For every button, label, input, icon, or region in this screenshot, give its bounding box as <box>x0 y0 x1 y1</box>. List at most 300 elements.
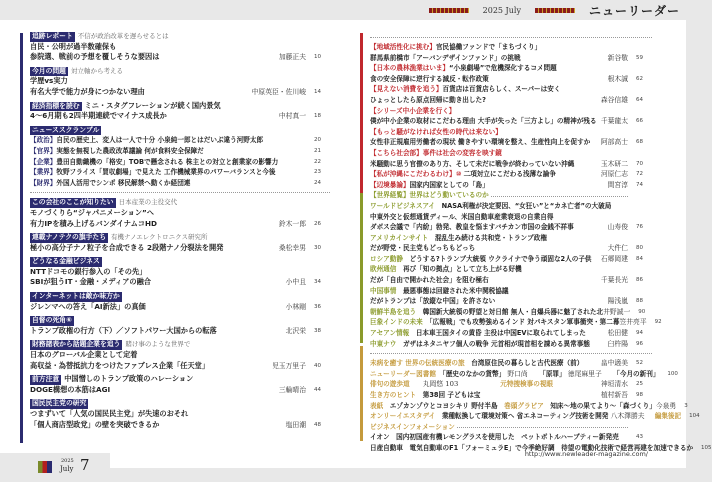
page-ref: 59 <box>636 54 643 61</box>
page-ref <box>636 42 652 53</box>
entry-text: 日本のグローバル企業として定着 <box>30 350 138 360</box>
page-ref: 3 <box>684 402 688 409</box>
author: 小林剛 <box>285 302 306 311</box>
entry-title <box>370 317 619 328</box>
page-ref: 84 <box>636 255 643 262</box>
toc-entry[interactable] <box>370 275 652 286</box>
entry-text: DOGE構想の本筋はAGI <box>30 384 111 394</box>
page-ref: 21 <box>314 147 321 154</box>
entry-title <box>370 339 608 350</box>
author: 北沢栄 <box>285 326 306 335</box>
news-category: 【官界】 <box>30 146 57 155</box>
article-block <box>30 256 330 288</box>
page-header <box>0 0 686 20</box>
toc-entry[interactable] <box>370 422 652 433</box>
toc-entry[interactable] <box>370 63 652 74</box>
entry-title <box>30 146 306 157</box>
entry-part: ダボス会議で「内紛」勃発、教皇を悩ますバチカン市国の金銭不祥事 <box>370 223 574 232</box>
article-block <box>30 339 330 371</box>
page-ref: 90 <box>638 308 646 315</box>
author: 千葉長光 <box>600 276 628 285</box>
block-header <box>30 339 330 350</box>
entry-part: 二項対立にこだわる浅薄な論争 <box>461 170 556 179</box>
block-header <box>30 101 330 112</box>
page-ref: 86 <box>636 277 643 284</box>
entry-part: 日産自動車 電気自動車のF1「フォーミュラE」で今季絶好調 待望の電動化技術で経営再建を加速できるか <box>370 443 694 452</box>
page-ref: 20 <box>314 137 321 144</box>
entry-title <box>30 350 306 361</box>
page-ref <box>636 148 652 159</box>
entry-text: 参院選、戦前の予想を覆しそうな要因は <box>30 52 160 62</box>
page-ref <box>314 42 330 53</box>
toc-entry[interactable] <box>370 358 652 369</box>
toc-entry[interactable] <box>370 243 652 254</box>
left-contents <box>30 31 330 433</box>
author: 鈴木一郎 <box>278 219 306 228</box>
entry-part: 官民協働ファンドで「まちづくり」 <box>435 43 542 51</box>
block-header <box>30 291 330 302</box>
entry-text: NTTドコモの銀行参入の「その先」 <box>30 266 147 276</box>
page-ref: 24 <box>314 179 321 186</box>
toc-entry[interactable] <box>30 420 330 431</box>
page-ref: 26 <box>314 220 321 227</box>
toc-entry[interactable] <box>30 111 330 122</box>
entry-part: 【見えない消費を追う】 <box>370 85 443 94</box>
entry-title <box>370 159 601 170</box>
entry-part: 巨象インドの未来 <box>370 318 430 327</box>
entry-title <box>370 84 628 95</box>
author: 石郷岡建 <box>600 254 628 263</box>
entry-title <box>370 106 628 117</box>
entry-part: 日本車王国タイの黄昏 主役は中国EVに取られてしまった <box>415 329 586 338</box>
entry-title <box>370 212 628 223</box>
website-url[interactable]: http://www.newleader-magazine.com/ <box>524 450 648 458</box>
block-header <box>30 232 330 243</box>
entry-title <box>370 243 608 254</box>
entry-part: ワールドビジネスアイ <box>370 201 442 210</box>
entry-title <box>30 277 286 288</box>
gold-section-bar <box>360 346 363 441</box>
toc-entry[interactable] <box>370 264 652 275</box>
entry-title <box>30 111 279 122</box>
page-ref <box>636 422 652 433</box>
author: 塩田潮 <box>285 420 306 429</box>
entry-text: 極小の高分子ナノ粒子を合成できる 2段階ナノ分裂法を開発 <box>30 242 224 252</box>
entry-part: 食の安全保障に逆行する減反・転作政策 <box>370 74 489 83</box>
page-ref: 74 <box>636 181 643 188</box>
olive-section-bar <box>360 193 363 343</box>
footer-year: 2025 <box>61 458 74 464</box>
page-ref: 34 <box>314 279 321 286</box>
author: 新谷敬 <box>607 53 628 62</box>
section-subtitle: ミニ・スタグフレーションが続く国内景気 <box>84 100 221 110</box>
toc-entry[interactable] <box>370 369 678 380</box>
toc-entry[interactable] <box>370 296 652 307</box>
toc-entry[interactable] <box>370 137 652 148</box>
toc-entry[interactable] <box>370 307 652 318</box>
toc-entry[interactable] <box>30 385 330 396</box>
toc-entry[interactable] <box>30 157 330 168</box>
toc-entry[interactable] <box>30 52 330 63</box>
entry-title <box>30 52 279 63</box>
entry-part: 「歴史のなかの貨幣」 <box>442 369 506 378</box>
toc-entry[interactable] <box>370 233 652 244</box>
entry-part: 元特捜検事の視眼 <box>500 380 554 389</box>
toc-entry[interactable] <box>30 208 330 219</box>
entry-text: 学歴vs実力 <box>30 76 68 86</box>
entry-text: ジレンマへの答え「AI新法」の真価 <box>30 301 146 311</box>
toc-entry[interactable] <box>370 432 652 443</box>
entry-part: だが野党・民主党もどっちもどっち <box>370 244 476 253</box>
toc-entry[interactable] <box>370 401 688 412</box>
page-ref: 72 <box>636 171 643 178</box>
toc-entry[interactable] <box>30 409 330 420</box>
entry-part: 八木澤勝夫 <box>610 412 647 421</box>
entry-title <box>30 243 279 254</box>
article-block <box>30 66 330 98</box>
author: 小中且 <box>285 278 306 287</box>
news-category: 【企業】 <box>30 157 57 166</box>
entry-title <box>30 219 279 230</box>
entry-title <box>370 254 601 265</box>
toc-entry[interactable] <box>370 379 652 390</box>
entry-part: 中東外交と仮想通貨ディール、米国自動車産業衰退の自業自得 <box>370 212 554 221</box>
entry-title <box>370 328 608 339</box>
entry-title <box>30 302 286 313</box>
block-header <box>30 197 330 208</box>
decorative-stripe <box>535 8 575 13</box>
page-ref: 48 <box>314 421 321 428</box>
entry-title <box>30 409 306 420</box>
dotted-leader <box>491 190 628 197</box>
entry-title <box>30 157 306 168</box>
section-tag: 前方注意 <box>32 375 60 384</box>
author: 陽浅嵐 <box>607 297 628 306</box>
toc-entry[interactable] <box>370 180 652 191</box>
entry-title <box>370 180 608 191</box>
toc-entry[interactable] <box>370 201 652 212</box>
entry-title <box>370 116 601 127</box>
author: 桑松幸男 <box>278 243 306 252</box>
entry-part: 百貨店は百貨店らしく、スーパーは安く <box>442 85 561 94</box>
page-ref: 38 <box>314 327 321 334</box>
right-contents <box>370 33 712 454</box>
toc-entry[interactable] <box>370 42 652 53</box>
entry-part: ひょっとしたら原点回帰に動き出した? <box>370 95 486 104</box>
entry-text: SBIが狙うIT・金融・メディアの融合 <box>30 277 151 287</box>
entry-part: 俳句の遊歩道 <box>370 380 423 389</box>
toc-entry[interactable] <box>30 350 330 361</box>
page-ref <box>636 127 652 138</box>
entry-text: 豊田自動織機の「格安」TOBで懸念される 株主との対立と創業家の影響力 <box>56 157 279 166</box>
entry-part: 編集後記 <box>654 412 682 421</box>
page-ref: 68 <box>636 139 643 146</box>
decorative-stripe <box>429 8 469 13</box>
article-block <box>30 125 330 189</box>
section-tag: 自督の死角⑥ <box>32 316 72 325</box>
article-block <box>30 374 330 395</box>
toc-entry[interactable] <box>370 190 652 201</box>
block-header <box>30 374 330 385</box>
page-ref <box>636 190 652 201</box>
entry-text: 有名大学で能力が身につかない理由 <box>30 86 145 96</box>
toc-entry[interactable] <box>370 148 652 159</box>
section-tag: この会社のここが知りたい <box>32 198 114 207</box>
toc-entry[interactable] <box>370 286 652 297</box>
entry-title <box>370 422 628 433</box>
toc-entry[interactable] <box>30 302 330 313</box>
entry-title <box>370 307 603 318</box>
entry-part: 再び「知の拠点」として立ち上がる好機 <box>402 265 522 274</box>
author: 児玉万里子 <box>272 361 306 370</box>
entry-title <box>370 233 628 244</box>
page-ref: 70 <box>636 160 643 167</box>
entry-part: 未病を癒す 世界の伝統医療の旅 <box>370 359 472 368</box>
author: 中村真一 <box>278 112 306 121</box>
entry-title <box>30 42 306 53</box>
entry-text: モノづくりら“ジャパニメーション”へ <box>30 207 154 217</box>
page-ref: 18 <box>314 113 321 120</box>
entry-text: 「個人商店型政党」の壁を突破できるか <box>30 419 160 429</box>
toc-entry[interactable] <box>370 84 652 95</box>
section-tag: ニューススクランブル <box>32 125 100 134</box>
page-ref <box>636 63 652 74</box>
author: 森谷信雄 <box>600 95 628 104</box>
author: 臼杵陽 <box>607 339 628 348</box>
entry-part: 【私が沖縄にこだわるわけ】⑩ <box>370 170 462 179</box>
toc-entry[interactable] <box>370 106 652 117</box>
toc-entry[interactable] <box>30 167 330 178</box>
block-header <box>30 125 330 136</box>
entry-title <box>370 169 601 180</box>
page-ref: 92 <box>654 319 662 326</box>
entry-title <box>30 385 279 396</box>
entry-part: NASA利権が決定要因、“女狂い”と“カネ亡者”の大破局 <box>441 201 612 210</box>
divider <box>30 192 330 193</box>
entry-title <box>370 148 628 159</box>
entry-title <box>30 326 286 337</box>
toc-entry[interactable] <box>30 135 330 146</box>
entry-part: どうする?トランプ大統領 ウクライナで争う頑固な2人の子供 <box>409 254 592 263</box>
entry-part: 「広報戦」でも攻勢強めるインド 対パキスタン軍事衝突・第二幕 <box>429 318 620 327</box>
toc-entry[interactable] <box>30 146 330 157</box>
entry-part: 業種転換して環境対策へ 省エネコーティング技術を開発 <box>441 412 611 421</box>
toc-entry[interactable] <box>30 361 330 372</box>
entry-part: だがトランプは「放縦な中国」を許さない <box>370 297 496 306</box>
color-mark <box>38 461 52 473</box>
article-block <box>30 197 330 229</box>
entry-text: トランプ政権の行方（下）／ソフトパワー大国からの転落 <box>30 325 217 335</box>
author: 千葉龍太 <box>600 117 628 126</box>
section-tag: インターネットは敵か味方か <box>32 292 120 301</box>
toc-entry[interactable] <box>370 411 700 422</box>
issue-date: 2025 July <box>482 5 521 15</box>
entry-part: イオン 国内初国産有機レモングラスを使用した ペットボトルハーブティー新発売 <box>370 433 619 442</box>
block-header <box>30 256 330 267</box>
navy-section-bar <box>20 33 23 443</box>
entry-part: アメリカインサイト <box>370 233 435 242</box>
block-header <box>30 315 330 326</box>
page-ref: 23 <box>314 169 321 176</box>
toc-entry[interactable] <box>370 95 652 106</box>
section-tag: 連載ナノテクの旗手たち <box>32 233 107 242</box>
entry-title <box>370 127 628 138</box>
entry-part: 生き方のヒント <box>370 391 423 399</box>
toc-entry[interactable] <box>30 243 330 254</box>
entry-title <box>30 178 306 189</box>
entry-part: アセアン情報 <box>370 329 416 338</box>
entry-title <box>370 390 601 401</box>
author: 阿部高士 <box>600 138 628 147</box>
entry-part: 【世界経覧】世界はどう動いているのか <box>370 191 489 200</box>
toc-entry[interactable] <box>30 267 330 278</box>
page-ref: 22 <box>314 158 321 165</box>
toc-entry[interactable] <box>30 42 330 53</box>
footer-band <box>0 453 110 482</box>
page-ref: 25 <box>636 381 643 388</box>
toc-entry[interactable] <box>30 178 330 189</box>
footer-month: July <box>60 465 74 473</box>
toc-entry[interactable] <box>30 219 330 230</box>
page-ref: 14 <box>314 88 321 95</box>
article-block <box>30 291 330 312</box>
section-subtitle: 有機ナノエレクトロニクス研究所 <box>111 233 208 242</box>
article-block <box>30 315 330 336</box>
toc-entry[interactable] <box>370 159 652 170</box>
entry-title <box>370 275 601 286</box>
toc-entry[interactable] <box>370 53 652 64</box>
page-ref <box>314 409 330 420</box>
page-ref <box>314 267 330 278</box>
entry-text: 牧野フライス「買収劇場」で見えた 工作機械業界のパワーバランスと今後 <box>56 168 276 177</box>
entry-title <box>370 369 659 380</box>
entry-text: 自民の歴史上、変人は一人で十分 小泉純一郎とはだいぶ違う河野太郎 <box>56 136 264 145</box>
entry-title <box>370 63 628 74</box>
entry-text: 外国人活用でシンポ 移民解禁へ動くか経団連 <box>56 178 191 187</box>
page-ref: 66 <box>636 118 643 125</box>
page-ref <box>314 208 330 219</box>
author: 山寿俊 <box>607 223 628 232</box>
toc-entry[interactable] <box>370 254 652 265</box>
entry-part: 台湾原住民の暮らしと古代医療（前） <box>471 359 584 368</box>
entry-part: 中東ナウ <box>370 339 403 348</box>
section-tag: 財務諸表から話題企業を追う <box>32 340 121 349</box>
entry-title <box>370 222 608 233</box>
entry-title <box>30 76 306 87</box>
block-header <box>30 398 330 409</box>
toc-entry[interactable] <box>370 328 652 339</box>
entry-title <box>370 201 628 212</box>
entry-part: ニューリーダー図書館 <box>370 369 443 378</box>
author: 井野誠一 <box>603 307 631 316</box>
toc-entry[interactable] <box>370 116 652 127</box>
entry-part: エゾカンゾウとコヨシキリ 野付半島 <box>389 401 505 410</box>
entry-title <box>370 95 601 106</box>
page-ref: 36 <box>314 303 321 310</box>
toc-entry[interactable] <box>370 212 652 223</box>
section-tag: 追跡レポート <box>32 32 73 40</box>
page-ref: 96 <box>636 340 643 347</box>
entry-title <box>370 190 628 201</box>
entry-part: 女性非正規雇用労働者の現状 働きやすい環境を整え、生産性向上を促すか <box>370 138 591 147</box>
toc-entry[interactable] <box>30 277 330 288</box>
entry-title <box>370 264 628 275</box>
author: 大件仁 <box>607 244 628 253</box>
entry-part: 国家内国家としての「島」 <box>409 180 489 189</box>
entry-part: 僕が中小企業の取材にこだわる理由 大手が失った「三方よし」の精神が残る <box>370 117 597 126</box>
author: 河原仁志 <box>600 170 628 179</box>
section-tag: 国民民主党の研究 <box>32 399 87 408</box>
page-ref <box>314 350 330 361</box>
entry-part: 表紙 <box>370 401 390 410</box>
section-subtitle: 中国憎しのトランプ政策のハレーション <box>64 374 194 384</box>
toc-entry[interactable] <box>370 169 652 180</box>
section-subtitle: 日本産業の主役交代 <box>118 198 178 207</box>
entry-part: 朝鮮半島を追う <box>370 307 423 316</box>
author: 中原英臣・佐川峻 <box>251 87 306 96</box>
entry-title <box>370 286 628 297</box>
toc-entry[interactable] <box>370 74 652 85</box>
page-ref: 88 <box>636 298 643 305</box>
page-ref: 30 <box>314 244 321 251</box>
toc-entry[interactable] <box>370 127 652 138</box>
entry-part: 韓国新大統領の野望と対日館 無人・自爆兵器に魅了された北 <box>422 307 604 316</box>
entry-title <box>370 401 656 412</box>
entry-part: “小泉劇場”で危機深化するコメ問題 <box>449 64 557 73</box>
block-header <box>30 31 330 42</box>
entry-title <box>370 137 601 148</box>
entry-part: 欧州通信 <box>370 265 403 274</box>
red-section-bar <box>360 33 363 193</box>
toc-entry[interactable] <box>370 317 662 328</box>
entry-part: 徳尾麻里子 <box>565 369 609 378</box>
news-category: 【財界】 <box>30 178 57 187</box>
page-ref: 40 <box>314 362 321 369</box>
entry-text: 自民・公明が過半数確保も <box>30 41 117 51</box>
author: 畠中適美 <box>600 359 628 368</box>
page-ref: 105 <box>701 444 712 451</box>
toc-entry[interactable] <box>370 390 652 401</box>
entry-title <box>30 361 272 372</box>
entry-part: 中国事情 <box>370 286 403 295</box>
entry-part: 丸岡悠 103 <box>422 380 493 389</box>
page-ref: 64 <box>636 96 643 103</box>
author: 加藤正夫 <box>278 53 306 62</box>
author: 神垣清水 <box>600 380 628 389</box>
toc-entry[interactable] <box>30 326 330 337</box>
news-category: 【業界】 <box>30 168 57 177</box>
entry-title <box>370 53 608 64</box>
page-ref: 94 <box>636 330 643 337</box>
toc-entry[interactable] <box>370 339 652 350</box>
author: 三輪晴治 <box>278 385 306 394</box>
author: 間宮淳 <box>607 180 628 189</box>
entry-part: 【シリーズ中小企業を行く】 <box>370 106 456 115</box>
entry-text: 有力IPを積み上げるバンダイナムコHD <box>30 218 157 228</box>
entry-part: 米騒動に思う官僚のあり方、そして未だに戦争が終わっていない沖縄 <box>370 159 575 168</box>
page-ref: 98 <box>636 392 643 398</box>
page-ref: 80 <box>636 245 643 252</box>
entry-text: 高収益・為替抵抗力をつけたファブレス企業「任天堂」 <box>30 360 210 370</box>
entry-text: つまずいて「人気の国民民主党」が失速のおそれ <box>30 409 189 418</box>
page-ref <box>636 212 652 223</box>
toc-entry[interactable] <box>370 222 652 233</box>
page-ref: 62 <box>636 75 643 82</box>
toc-entry[interactable] <box>30 87 330 98</box>
news-category: 【政治】 <box>30 136 57 145</box>
toc-entry[interactable] <box>30 76 330 87</box>
page-ref: 10 <box>314 54 321 61</box>
